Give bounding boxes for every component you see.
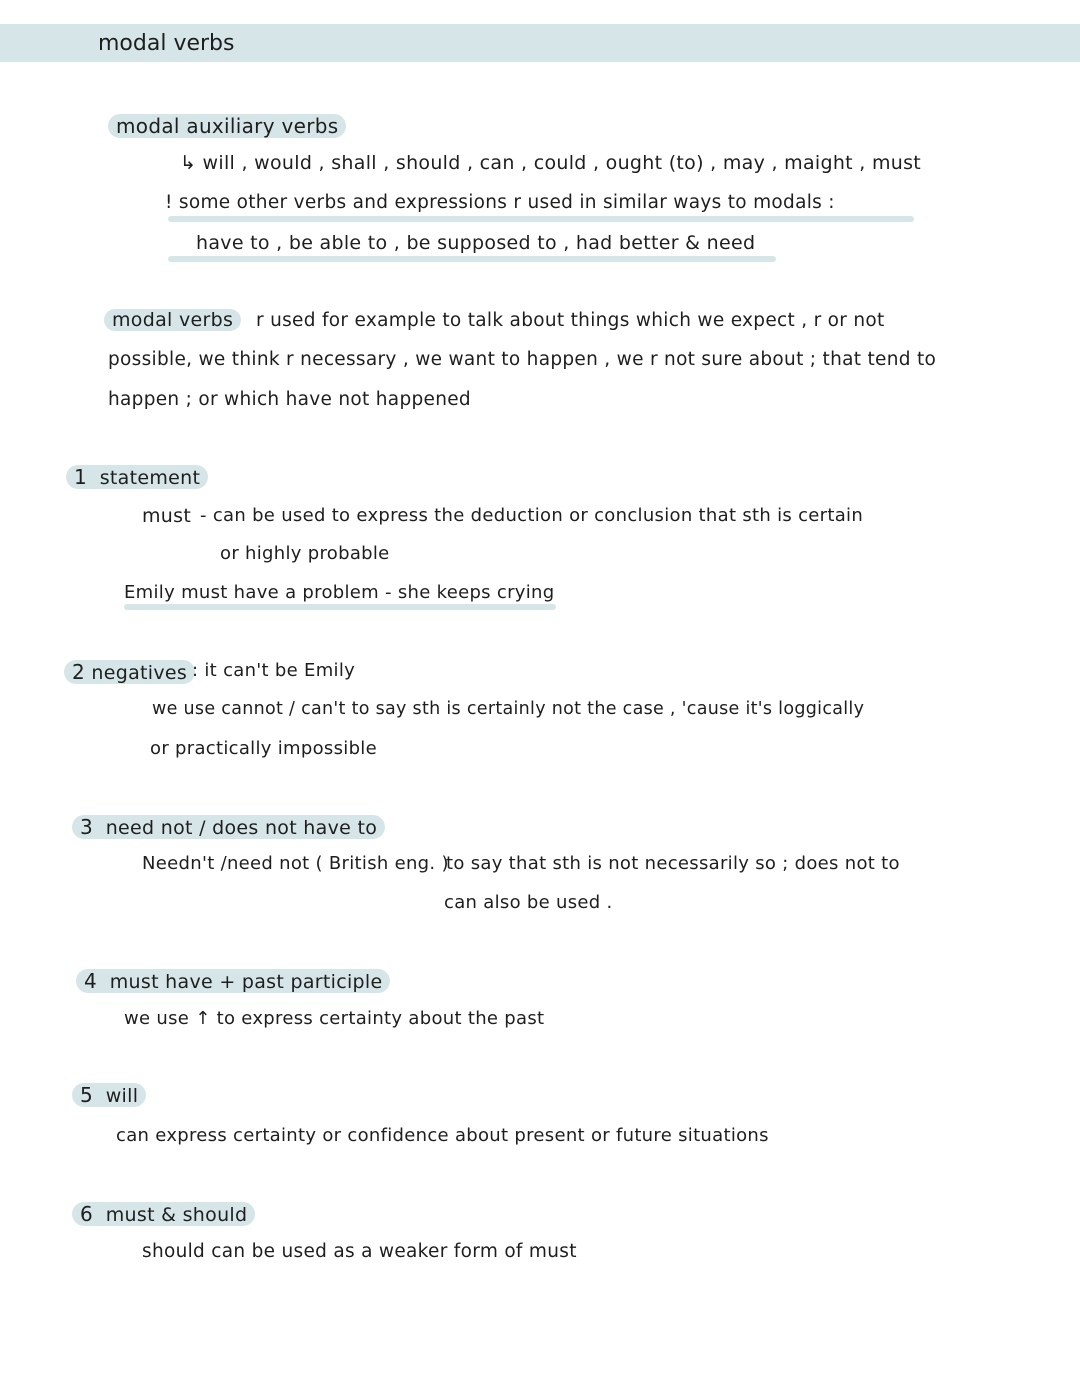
section-2-title: negatives: [91, 662, 188, 684]
title-bar: [0, 24, 1080, 62]
section-1-heading: [66, 465, 208, 489]
intro-line-1: r used for example to talk about things which we expect , r or not: [256, 310, 885, 331]
s1-term: must: [142, 505, 192, 527]
s1-example: Emily must have a problem - she keeps crying: [124, 582, 555, 603]
s1-definition-1: - can be used to express the deduction or conclusion that sth is certain: [200, 505, 864, 526]
intro-label: modal verbs: [104, 309, 241, 331]
intro-line-3: happen ; or which have not happened: [108, 389, 471, 410]
section-4-heading: [76, 969, 390, 993]
page-title: modal verbs: [98, 31, 235, 56]
s3-line-1b: to say that sth is not necessarily so ; does not to: [446, 853, 900, 874]
s5-line-1: can express certainty or confidence about present or future situations: [116, 1125, 769, 1146]
s1-example-underline: [124, 604, 556, 610]
section-1-title: statement: [99, 467, 201, 489]
section-6-title: must & should: [105, 1204, 248, 1226]
section-2-number: 2: [72, 660, 86, 684]
s6-line-1: should can be used as a weaker form of must: [142, 1241, 577, 1262]
s3-line-1a: Needn't /need not ( British eng. ): [142, 853, 449, 874]
aux-list: ↳ will , would , shall , should , can , could , ought (to) , may , maight , must: [180, 152, 922, 174]
s2-line-1: we use cannot / can't to say sth is certainly not the case , 'cause it's loggically: [152, 699, 865, 719]
section-5-title: will: [105, 1085, 139, 1107]
aux-note: ! some other verbs and expressions r used in similar ways to modals :: [165, 192, 835, 213]
section-1-number: 1: [74, 465, 88, 489]
section-5-number: 5: [80, 1083, 94, 1107]
section-5-heading: [72, 1083, 146, 1107]
s2-line-2: or practically impossible: [150, 738, 377, 759]
section-2-heading: [64, 660, 195, 684]
s1-definition-2: or highly probable: [220, 543, 390, 564]
section-3-heading: [72, 815, 385, 839]
section-3-number: 3: [80, 815, 94, 839]
s2-example: : it can't be Emily: [192, 660, 356, 681]
aux-heading: modal auxiliary verbs: [108, 114, 346, 138]
intro-line-2: possible, we think r necessary , we want to happen , we r not sure about ; that tend to: [108, 349, 937, 370]
s4-line-1: we use ↑ to express certainty about the past: [124, 1008, 545, 1029]
section-4-number: 4: [84, 969, 98, 993]
section-6-number: 6: [80, 1202, 94, 1226]
section-3-title: need not / does not have to: [105, 817, 378, 839]
section-6-heading: [72, 1202, 255, 1226]
aux-examples: have to , be able to , be supposed to , had better & need: [196, 232, 756, 254]
s3-line-2: can also be used .: [444, 892, 613, 913]
aux-examples-underline: [168, 256, 776, 262]
aux-note-underline: [168, 216, 914, 222]
section-4-title: must have + past participle: [109, 971, 383, 993]
